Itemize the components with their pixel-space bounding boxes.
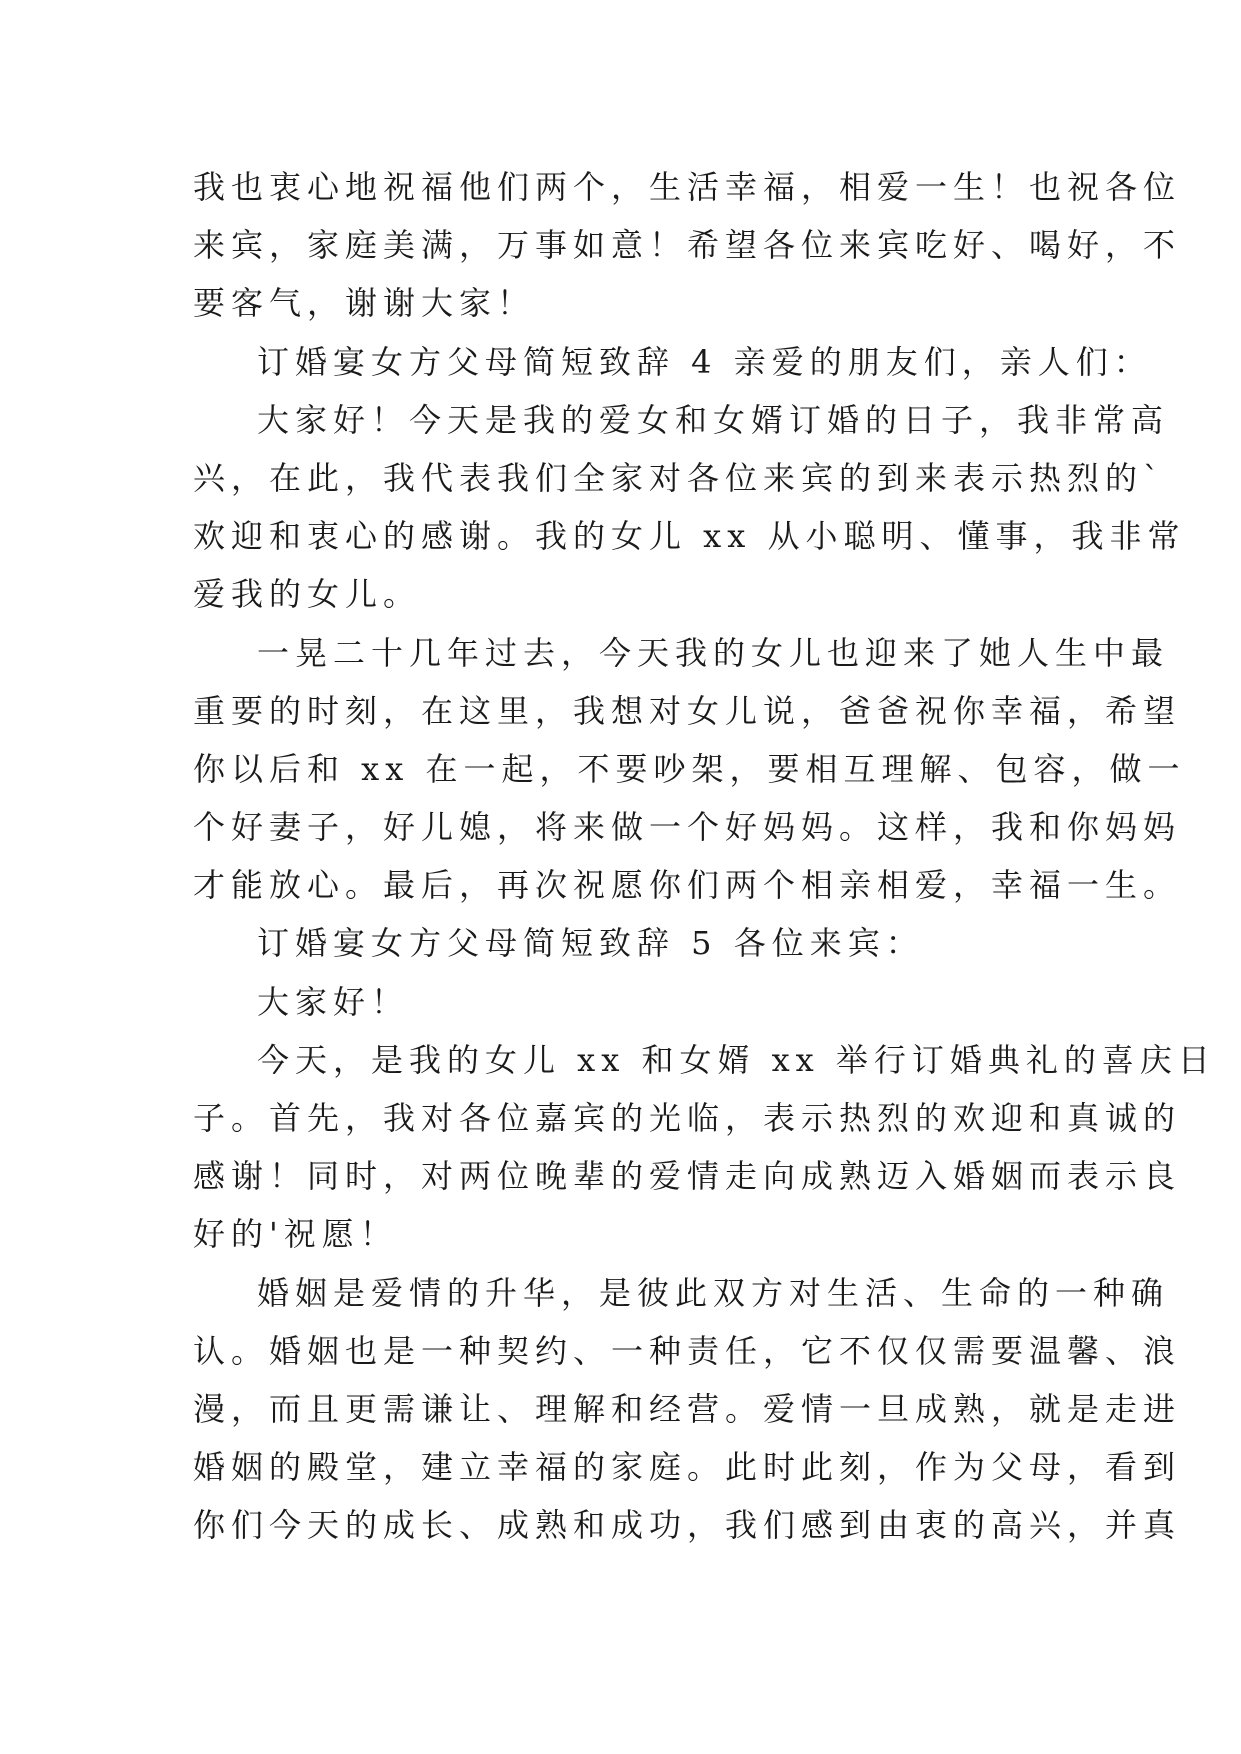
- text-line: 兴，在此，我代表我们全家对各位来宾的到来表示热烈的`: [193, 458, 1166, 497]
- text-line: 好的'祝愿！: [193, 1215, 398, 1254]
- text-line: 你以后和 xx 在一起，不要吵架，要相互理解、包容，做一: [193, 749, 1186, 788]
- text-line: 才能放心。最后，再次祝愿你们两个相亲相爱，幸福一生。: [193, 866, 1182, 905]
- text-line: 欢迎和衷心的感谢。我的女儿 xx 从小聪明、懂事，我非常: [193, 517, 1186, 556]
- text-line: 一晃二十几年过去，今天我的女儿也迎来了她人生中最: [257, 633, 1170, 672]
- text-line: 大家好！今天是我的爱女和女婿订婚的日子，我非常高: [257, 400, 1170, 439]
- text-line: 个好妻子，好儿媳，将来做一个好妈妈。这样，我和你妈妈: [193, 808, 1182, 847]
- section-heading-line: 订婚宴女方父母简短致辞 5 各位来宾：: [257, 924, 924, 963]
- text-line: 要客气，谢谢大家！: [193, 284, 536, 323]
- text-line: 你们今天的成长、成熟和成功，我们感到由衷的高兴，并真: [193, 1506, 1182, 1545]
- text-line: 认。婚姻也是一种契约、一种责任，它不仅仅需要温馨、浪: [193, 1331, 1182, 1370]
- text-line: 今天，是我的女儿 xx 和女婿 xx 举行订婚典礼的喜庆日: [257, 1040, 1216, 1079]
- text-line: 来宾，家庭美满，万事如意！希望各位来宾吃好、喝好，不: [193, 226, 1182, 265]
- section-heading-line: 订婚宴女方父母简短致辞 4 亲爱的朋友们，亲人们：: [257, 342, 1152, 381]
- document-body: [193, 158, 1216, 1555]
- text-line: 重要的时刻，在这里，我想对女儿说，爸爸祝你幸福，希望: [193, 691, 1182, 730]
- text-line: 爱我的女儿。: [193, 575, 422, 614]
- text-line: 我也衷心地祝福他们两个，生活幸福，相爱一生！也祝各位: [193, 168, 1182, 206]
- text-line: 子。首先，我对各位嘉宾的光临，表示热烈的欢迎和真诚的: [193, 1099, 1182, 1137]
- text-line: 婚姻是爱情的升华，是彼此双方对生活、生命的一种确: [257, 1273, 1170, 1312]
- text-line: 大家好！: [257, 982, 410, 1021]
- text-line: 漫，而且更需谦让、理解和经营。爱情一旦成熟，就是走进: [193, 1389, 1182, 1428]
- text-line: 感谢！同时，对两位晚辈的爱情走向成熟迈入婚姻而表示良: [193, 1157, 1182, 1196]
- text-line: 婚姻的殿堂，建立幸福的家庭。此时此刻，作为父母，看到: [193, 1448, 1182, 1487]
